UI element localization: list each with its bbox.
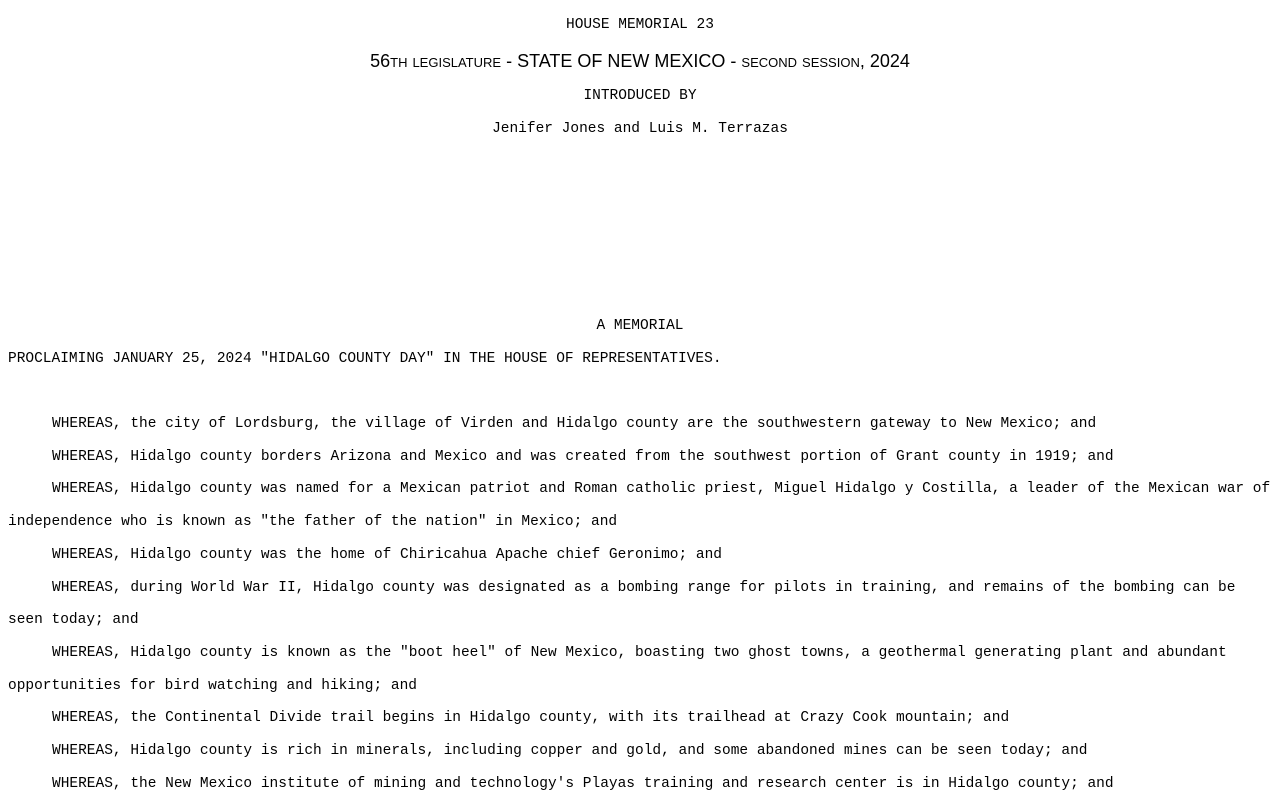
- legislature-ordinal: th legislature: [390, 51, 502, 71]
- whereas-clause: WHEREAS, the Continental Divide trail begins in Hidalgo county, with its trailhead at Crazy Cook mountain; and: [52, 710, 1010, 727]
- proclaiming-line: PROCLAIMING JANUARY 25, 2024 "HIDALGO COUNTY DAY" IN THE HOUSE OF REPRESENTATIVES.: [8, 351, 722, 367]
- legislature-line: [0, 50, 1280, 72]
- introduced-by-label: INTRODUCED BY: [583, 88, 697, 104]
- whereas-clause: WHEREAS, Hidalgo county borders Arizona and Mexico and was created from the southwest portion of Grant county in 1919; and: [52, 448, 1114, 465]
- bill-title: HOUSE MEMORIAL 23: [566, 17, 714, 33]
- whereas-clause: WHEREAS, the city of Lordsburg, the village of Virden and Hidalgo county are the southwestern gateway to New Mexico; and: [52, 416, 1097, 432]
- state-name: STATE OF NEW MEXICO: [517, 51, 726, 71]
- separator: -: [725, 51, 742, 71]
- whereas-clause: WHEREAS, Hidalgo county was the home of Chiricahua Apache chief Geronimo; and: [52, 546, 723, 563]
- whereas-clause: WHEREAS, Hidalgo county was named for a Mexican patriot and Roman catholic priest, Miguel Hidalgo y Costilla, a leader of the Mexican war of independence who is known as "the father of the nation" in Mexico; and: [8, 481, 1271, 531]
- sponsors: Jenifer Jones and Luis M. Terrazas: [492, 121, 788, 137]
- session-name: second session: [741, 51, 860, 71]
- session-year: , 2024: [859, 51, 910, 71]
- legislature-number: 56: [370, 51, 391, 71]
- whereas-clause: WHEREAS, Hidalgo county is known as the "boot heel" of New Mexico, boasting two ghost towns, a geothermal generating plant and abundant opportunities for bird watching and hiking; and: [8, 644, 1227, 694]
- whereas-clause: WHEREAS, Hidalgo county is rich in minerals, including copper and gold, and some abandoned mines can be seen today; and: [52, 743, 1088, 760]
- whereas-clause: WHEREAS, during World War II, Hidalgo county was designated as a bombing range for pilots in training, and remains of the bombing can be seen today; and: [8, 579, 1236, 629]
- whereas-clause: WHEREAS, the New Mexico institute of mining and technology's Playas training and research center is in Hidalgo county; and: [52, 775, 1114, 792]
- whereas-clauses: [8, 408, 1273, 800]
- separator: -: [501, 51, 518, 71]
- memorial-heading: A MEMORIAL: [596, 318, 684, 334]
